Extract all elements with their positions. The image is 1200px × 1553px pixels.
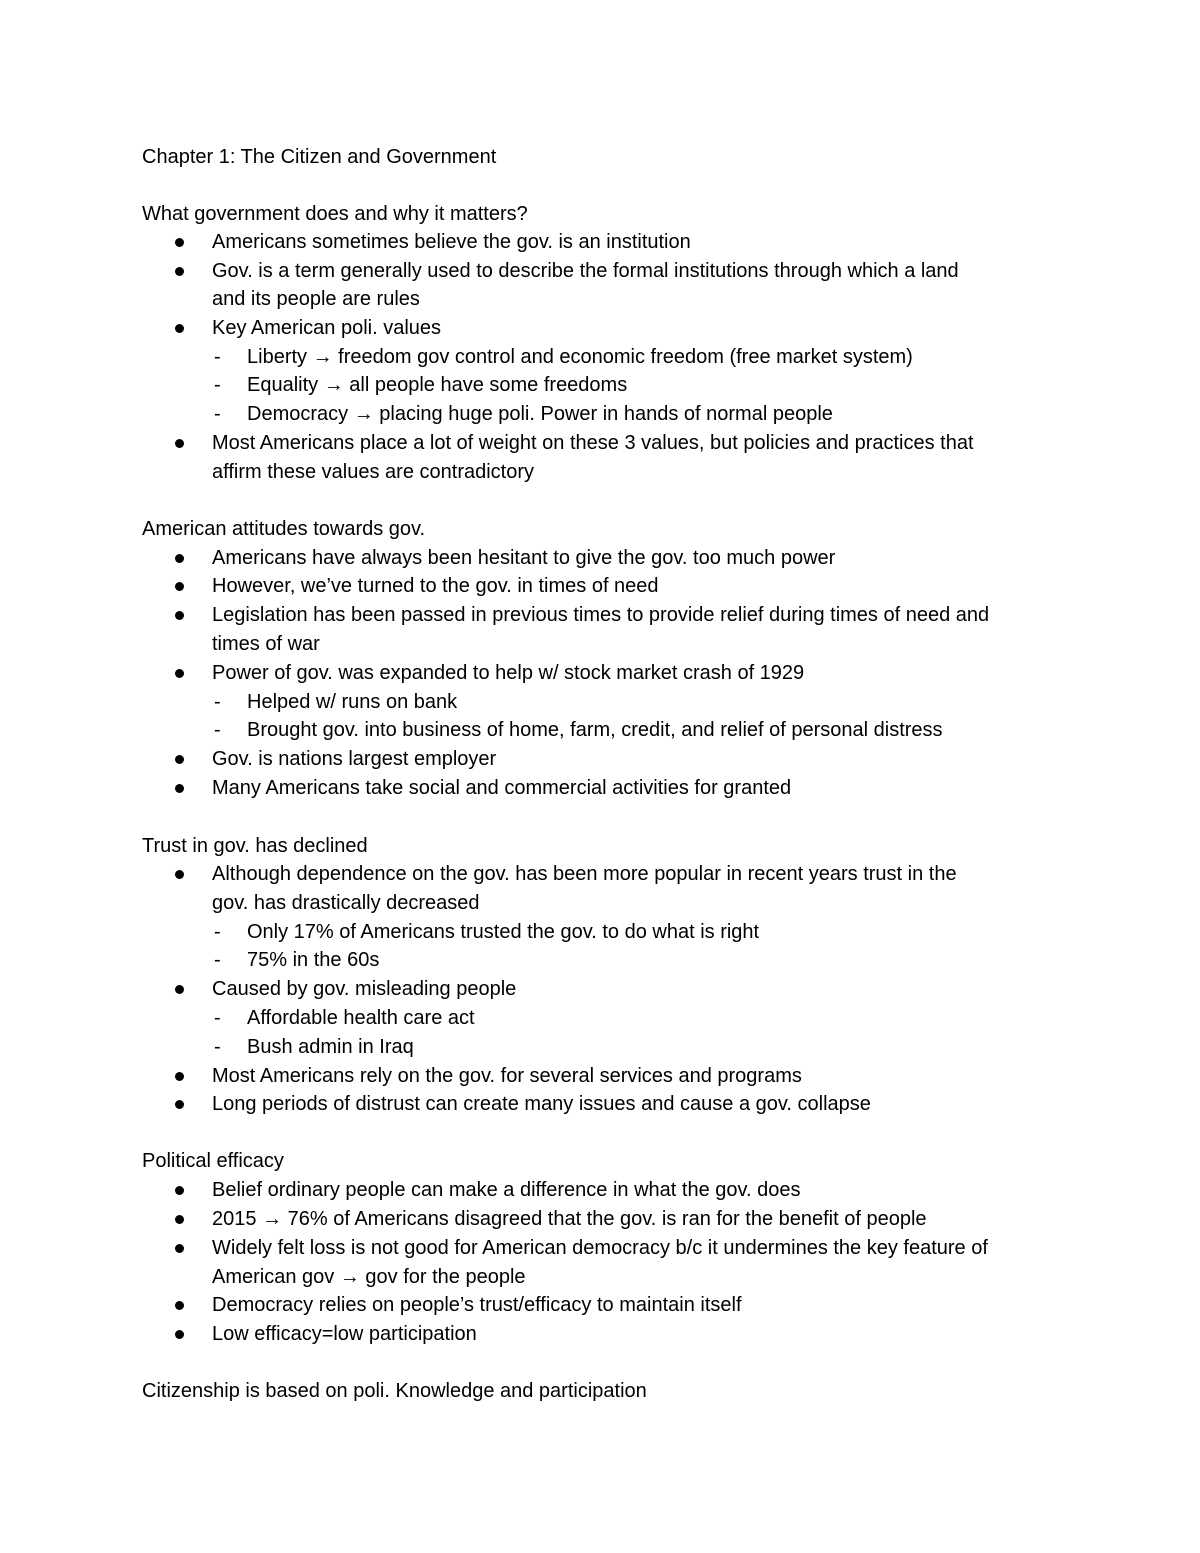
list-item: Many Americans take social and commercial activities for granted [212, 777, 792, 799]
sub-list-item: Democracy → placing huge poli. Power in hands of normal people [247, 403, 833, 425]
arrow-icon: → [353, 403, 374, 425]
list-item: Key American poli. values [212, 317, 442, 339]
list-item: Legislation has been passed in previous times to provide relief during times of need and [212, 604, 990, 626]
list-item: Caused by gov. misleading people [212, 978, 517, 1000]
dash-icon: - [214, 346, 221, 368]
bullet-icon [175, 611, 184, 620]
list-item: Americans have always been hesitant to give the gov. too much power [212, 547, 836, 569]
sub-list-item: Liberty → freedom gov control and economic freedom (free market system) [247, 346, 913, 368]
list-item-continuation: and its people are rules [212, 288, 420, 310]
section-heading: Trust in gov. has declined [142, 835, 368, 857]
list-item: 2015 → 76% of Americans disagreed that the gov. is ran for the benefit of people [212, 1208, 927, 1230]
sub-list-item: 75% in the 60s [247, 949, 380, 971]
bullet-icon [175, 554, 184, 563]
dash-icon: - [214, 374, 221, 396]
bullet-icon [175, 267, 184, 276]
page-title: Chapter 1: The Citizen and Government [142, 146, 497, 168]
dash-icon: - [214, 949, 221, 971]
list-item: Americans sometimes believe the gov. is an institution [212, 231, 691, 253]
bullet-icon [175, 1215, 184, 1224]
bullet-icon [175, 870, 184, 879]
section-heading: Citizenship is based on poli. Knowledge and participation [142, 1380, 647, 1402]
sub-list-item: Bush admin in Iraq [247, 1036, 414, 1058]
list-item-continuation: times of war [212, 633, 320, 655]
bullet-icon [175, 582, 184, 591]
list-item: Democracy relies on people’s trust/efficacy to maintain itself [212, 1294, 742, 1316]
section-heading: What government does and why it matters? [142, 203, 528, 225]
bullet-icon [175, 1330, 184, 1339]
section-heading: American attitudes towards gov. [142, 518, 426, 540]
list-item: Low efficacy=low participation [212, 1323, 477, 1345]
sub-list-item: Only 17% of Americans trusted the gov. to do what is right [247, 921, 760, 943]
bullet-icon [175, 1244, 184, 1253]
arrow-icon: → [323, 374, 344, 396]
bullet-icon [175, 1301, 184, 1310]
list-item-continuation: American gov → gov for the people [212, 1266, 526, 1288]
bullet-icon [175, 1072, 184, 1081]
sub-list-item: Brought gov. into business of home, farm, credit, and relief of personal distress [247, 719, 943, 741]
arrow-icon: → [312, 346, 333, 368]
bullet-icon [175, 439, 184, 448]
list-item: Belief ordinary people can make a difference in what the gov. does [212, 1179, 801, 1201]
bullet-icon [175, 238, 184, 247]
sub-list-item: Helped w/ runs on bank [247, 691, 458, 713]
dash-icon: - [214, 403, 221, 425]
bullet-icon [175, 1186, 184, 1195]
list-item: Gov. is nations largest employer [212, 748, 497, 770]
sub-list-item: Equality → all people have some freedoms [247, 374, 628, 396]
list-item: However, we’ve turned to the gov. in times of need [212, 575, 659, 597]
arrow-icon: → [339, 1266, 360, 1288]
bullet-icon [175, 1100, 184, 1109]
bullet-icon [175, 755, 184, 764]
list-item: Power of gov. was expanded to help w/ stock market crash of 1929 [212, 662, 805, 684]
list-item: Most Americans rely on the gov. for several services and programs [212, 1065, 802, 1087]
list-item: Gov. is a term generally used to describe the formal institutions through which a land [212, 260, 959, 282]
list-item: Long periods of distrust can create many issues and cause a gov. collapse [212, 1093, 871, 1115]
sub-list-item: Affordable health care act [247, 1007, 475, 1029]
dash-icon: - [214, 1007, 221, 1029]
list-item: Widely felt loss is not good for American democracy b/c it undermines the key feature of [212, 1237, 988, 1259]
bullet-icon [175, 324, 184, 333]
bullet-icon [175, 669, 184, 678]
list-item-continuation: affirm these values are contradictory [212, 461, 535, 483]
bullet-icon [175, 784, 184, 793]
dash-icon: - [214, 719, 221, 741]
dash-icon: - [214, 921, 221, 943]
list-item-continuation: gov. has drastically decreased [212, 892, 480, 914]
bullet-icon [175, 985, 184, 994]
list-item: Most Americans place a lot of weight on these 3 values, but policies and practices that [212, 432, 974, 454]
arrow-icon: → [262, 1208, 283, 1230]
section-heading: Political efficacy [142, 1150, 284, 1172]
list-item: Although dependence on the gov. has been more popular in recent years trust in the [212, 863, 957, 885]
dash-icon: - [214, 1036, 221, 1058]
dash-icon: - [214, 691, 221, 713]
